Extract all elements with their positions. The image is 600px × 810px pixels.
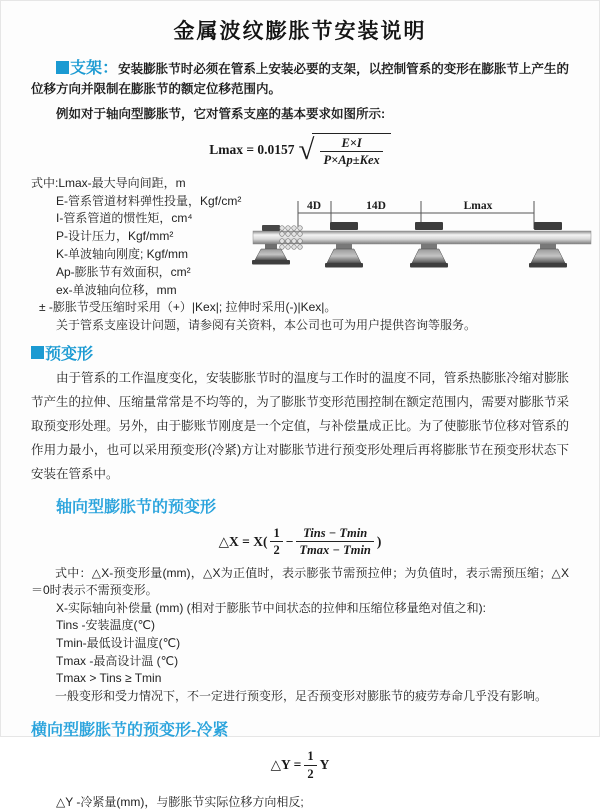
support-example-text: 例如对于轴向型膨胀节，它对管系支座的基本要求如图所示: [56,107,386,121]
note-item: 一般变形和受力情况下，不一定进行预变形，足否预变形对膨胀节的疲劳寿命几乎没有影响。 [55,688,548,703]
note-item: Tmax > Tins ≥ Tmin [56,671,162,686]
lateral-subsection-header: 横向型膨胀节的预变形-冷紧 [31,722,229,740]
frac-numerator: 1 [304,749,316,765]
pipe-support-diagram [251,193,596,288]
note-item: X-实际轴向补偿量 (mm) (相对于膨胀节中间状态的拉伸和压缩位移量绝对值之和): [56,600,486,615]
lateral-formula-rhs: Y [319,757,330,773]
guide-support [410,222,448,268]
lmax-fraction [320,136,382,168]
axial-formula [31,526,569,558]
lateral-formula [31,749,569,781]
definition-item: P-设计压力，Kgf/mm² [56,229,174,244]
radical-sign: √ [298,134,315,167]
frac-numerator: Tins − Tmin [296,526,373,542]
section-marker-icon [56,61,69,74]
definition-item: ± -膨胀节受压缩时采用（+）|Kex|; 拉伸时采用(-)|Kex|。 [39,300,337,315]
definition-item: 式中:Lmax-最大导向间距，m [31,175,186,190]
dim-label-lmax: Lmax [463,200,493,212]
lmax-denominator: P×Ap±Kex [323,153,380,168]
frac-numerator: 1 [270,526,282,542]
frac-denominator: Tmax − Tmin [299,543,371,558]
note-item: 式中：△X-预变形量(mm)，△X为正值时，表示膨张节需预拉伸；为负值时，表示需预压缩；△X＝0时表示不需预变形。 [31,565,569,598]
note-item: Tins -安装温度(℃) [56,618,156,633]
predeform-paragraph: 由于管系的工作温度变化，安装膨胀节时的温度与工作时的温度不同，管系热膨胀冷缩对膨胀节产生的拉伸、压缩量常常是不均等的，为了膨胀节变形范围控制在额定范围内，需要对膨胀节采取预变形处理。另外，由于膨账节刚度是一个定值，与补偿量成正比。为了使膨胀节位移对管系的作用力最小，也可以采用预变形(冷紧)方让对膨胀节进行预变形处理后再将膨胀节在预变形状态下安装在管系中。 [31,370,569,481]
axial-frac-half [270,526,282,558]
definition-item: I-管系管道的惯性矩，cm⁴ [56,211,193,226]
guide-support [325,222,363,268]
axial-notes-list [31,565,569,706]
support-intro-text: 安装膨胀节时必须在管系上安装必要的支架，以控制管系的变形在膨胀节上产生的位移方向并限制在膨胀节的额定位移范围内。 [31,62,569,96]
section-marker-icon [31,346,44,359]
axial-formula-rhs: ) [376,533,382,549]
sqrt-radical [299,133,391,168]
dim-label-14d: 14D [366,200,386,212]
frac-denominator: 2 [307,766,314,781]
axial-frac-temp [296,526,373,558]
lmax-numerator: E×I [320,136,382,152]
note-item: Tmin-最低设计温度(℃) [56,636,181,651]
axial-formula-lhs: △X = X( [218,533,268,549]
guide-support [529,222,567,268]
lmax-formula-lhs: Lmax = 0.0157 [209,142,295,158]
lateral-note: △Y -冷紧量(mm)，与膨胀节实际位移方向相反; [56,795,304,810]
lateral-formula-lhs: △Y = [270,757,302,773]
dim-label-4d: 4D [306,200,322,212]
axial-subsection-header: 轴向型膨胀节的预变形 [56,498,217,516]
definition-item: K-单波轴向刚度; Kgf/mm [56,246,189,261]
page-title: 金属波纹膨胀节安装说明 [173,20,427,43]
predeform-section-header [31,341,569,364]
pipe [253,231,591,244]
support-paragraph [31,59,569,99]
lateral-frac-half [304,749,316,781]
pipe-support-diagram-svg [251,193,596,288]
minus-sign: − [285,533,294,549]
definition-item: E-管系管道材料弹性投量，Kgf/cm² [56,193,242,208]
frac-denominator: 2 [273,543,280,558]
note-item: Tmax -最高设计温 (℃) [56,653,179,668]
predeform-header-label: 预变形 [45,345,94,363]
support-section-header: 支架： [70,60,119,77]
definition-item: ex-单波轴向位移，mm [56,282,177,297]
definition-item: Ap-膨胀节有效面积，cm² [56,264,191,279]
lmax-formula [31,133,569,168]
definition-item: 关于管系支座设计问题，请参阅有关资料，本公司也可为用户提供咨询等服务。 [56,318,477,333]
